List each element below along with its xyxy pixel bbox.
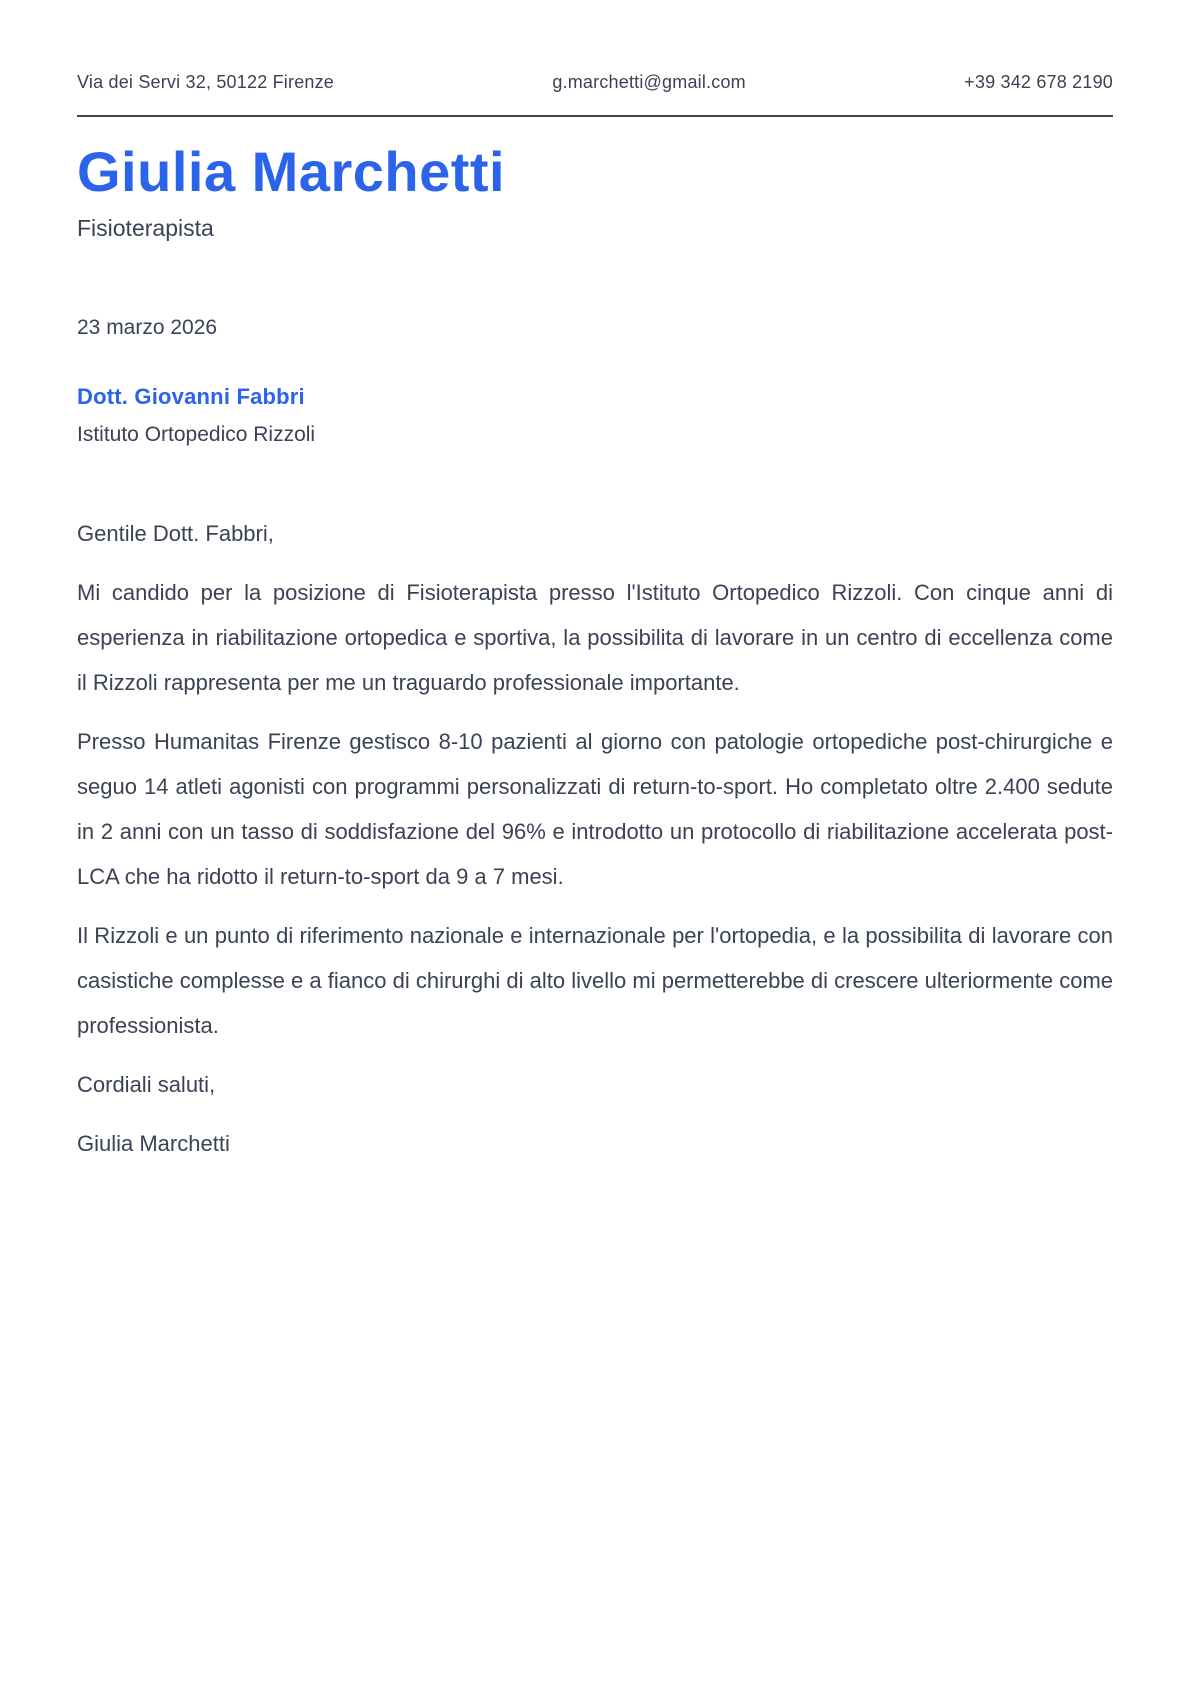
page-title-name: Giulia Marchetti — [77, 140, 506, 203]
letter-greeting: Gentile Dott. Fabbri, — [77, 520, 274, 546]
header-divider — [77, 115, 1113, 117]
letter-paragraph: Il Rizzoli e un punto di riferimento nazionale e internazionale per l'ortopedia, e la possibilita di lavorare con casistiche complesse e a fianco di chirurghi di alto livello mi permetterebbe di crescere ulteriormente come professionista. — [77, 922, 1113, 1038]
contact-phone: +39 342 678 2190 — [964, 72, 1113, 92]
letter-paragraph: Mi candido per la posizione di Fisioterapista presso l'Istituto Ortopedico Rizzoli. Con cinque anni di esperienza in riabilitazione ortopedica e sportiva, la possibilita di lavorare in un centro di eccellenza come il Rizzoli rappresenta per me un traguardo professionale importante. — [77, 579, 1113, 695]
contact-email: g.marchetti@gmail.com — [552, 72, 746, 92]
recipient-name: Dott. Giovanni Fabbri — [77, 383, 305, 409]
recipient-organization: Istituto Ortopedico Rizzoli — [77, 422, 316, 446]
letter-signature: Giulia Marchetti — [77, 1130, 230, 1156]
letter-body — [77, 511, 1113, 1166]
letter-closing: Cordiali saluti, — [77, 1071, 216, 1097]
contact-info-row — [77, 72, 1113, 93]
letter-paragraph: Presso Humanitas Firenze gestisco 8-10 pazienti al giorno con patologie ortopediche post-chirurgiche e seguo 14 atleti agonisti con programmi personalizzati di return-to-sport. Ho completato oltre 2.400 sedute in 2 anni con un tasso di soddisfazione del 96% e introdotto un protocollo di riabilitazione accelerata post-LCA che ha ridotto il return-to-sport da 9 a 7 mesi. — [77, 728, 1113, 889]
job-role-subtitle: Fisioterapista — [77, 214, 214, 241]
contact-address: Via dei Servi 32, 50122 Firenze — [77, 72, 335, 92]
letter-date: 23 marzo 2026 — [77, 315, 218, 339]
